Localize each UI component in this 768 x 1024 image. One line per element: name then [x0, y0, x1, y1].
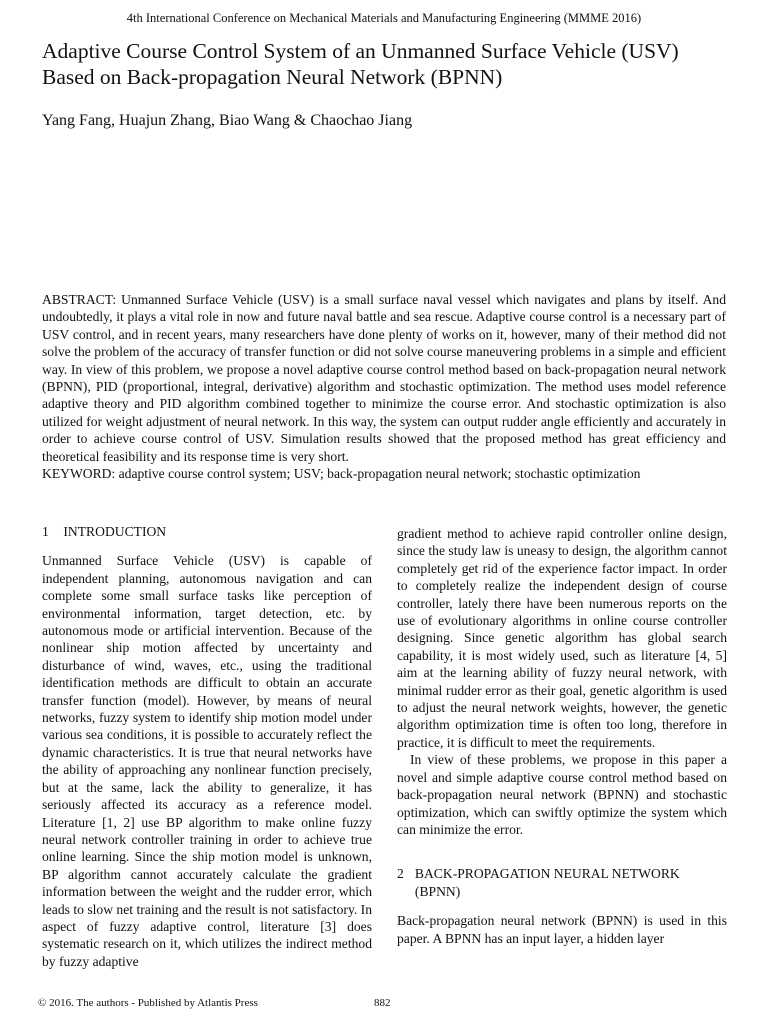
abstract-block: [42, 291, 726, 482]
section-1-number: 1: [42, 524, 49, 539]
section-2-title: BACK-PROPAGATION NEURAL NETWORK (BPNN): [414, 866, 680, 899]
intro-paragraph-1-continued: gradient method to achieve rapid controller online design, since the study law is uneasy to design, the algorithm cannot completely get rid of the experience factor impact. In order to completely realize the independent design of course controller, lately there have been numerous reports on the use of evolutionary algorithms in online course controller designing. Since genetic algorithm has global search capability, it is most widely used, such as literature [4, 5] aim at the learning ability of fuzzy neural network, with minimal rudder error as their goal, genetic algorithm is used to adjust the neural network weights, however, the genetic algorithm optimization time is often too long, therefore in practice, it is difficult to meet the requirements.: [397, 526, 727, 750]
abstract-text: ABSTRACT: Unmanned Surface Vehicle (USV) is a small surface naval vessel which navigates and plans by itself. And undoubtedly, it plays a vital role in now and future naval battle and sea rescue. Adaptive course control is a necessary part of USV control, and in recent years, many researchers have done plenty of works on it, however, many of their method did not solve the problem of the accuracy of transfer function or did not solve course maneuvering problems in a simple and efficient way. In view of this problem, we propose a novel adaptive course control method based on back-propagation neural network (BPNN), PID (proportional, integral, derivative) algorithm and stochastic optimization. The method uses model reference adaptive theory and PID algorithm combined together to minimize the course error. And stochastic optimization is also utilized for weight adjustment of neural network. In this way, the system can output rudder angle efficiently and accurately in order to achieve course control of USV. Simulation results showed that the proposed method has great efficiency and theoretical feasibility and its response time is very short.: [42, 292, 726, 464]
left-column: [42, 523, 372, 970]
intro-paragraph-1: Unmanned Surface Vehicle (USV) is capable of independent planning, autonomous navigation and can complete some small surface tasks like perception of environmental information, target detection, etc. by autonomous mode or artificial intervention. Because of the nonlinear ship motion affected by uncertainty and disturbance of wind, waves, etc., using the traditional identification methods are difficult to obtain an accurate transfer function (model). However, by means of neural networks, fuzzy system to identify ship motion model under various sea conditions, it is possible to accurately reflect the dynamic characteristics. It is true that neural networks have the ability of approaching any nonlinear function precisely, but at the same, lack the ability to generalize, it has seriously affected its accuracy as a reference model. Literature [1, 2] use BP algorithm to make online fuzzy neural network controller training in order to achieve true online learning. Since the ship motion model is unknown, BP algorithm cannot accurately calculate the gradient information between the weight and the rudder error, which leads to slow net training and the result is not satisfactory. In aspect of fuzzy adaptive control, literature [3] does systematic research on it, which utilizes the indirect method by fuzzy adaptive: [42, 553, 372, 969]
keywords-text: KEYWORD: adaptive course control system; USV; back-propagation neural network; stochastic optimization: [42, 466, 641, 482]
right-column: [397, 525, 727, 947]
paper-authors: Yang Fang, Huajun Zhang, Biao Wang & Chaochao Jiang: [42, 112, 413, 129]
paper-title: Adaptive Course Control System of an Unmanned Surface Vehicle (USV) Based on Back-propagation Neural Network (BPNN): [42, 39, 679, 89]
bpnn-paragraph-1: Back-propagation neural network (BPNN) is used in this paper. A BPNN has an input layer, a hidden layer: [397, 913, 727, 946]
conference-header: 4th International Conference on Mechanical Materials and Manufacturing Engineering (MMME 2016): [126, 11, 642, 25]
section-1-title: INTRODUCTION: [63, 524, 167, 539]
page-number: 882: [374, 997, 391, 1009]
section-2-heading: [397, 865, 727, 900]
intro-paragraph-2: In view of these problems, we propose in this paper a novel and simple adaptive course control method based on back-propagation neural network (BPNN) and stochastic optimization, which can swiftly optimize the system which can minimize the error.: [397, 752, 727, 837]
copyright-footer: © 2016. The authors - Published by Atlantis Press: [38, 997, 258, 1009]
section-2-number: 2: [397, 866, 404, 882]
section-1-heading: [42, 523, 372, 540]
